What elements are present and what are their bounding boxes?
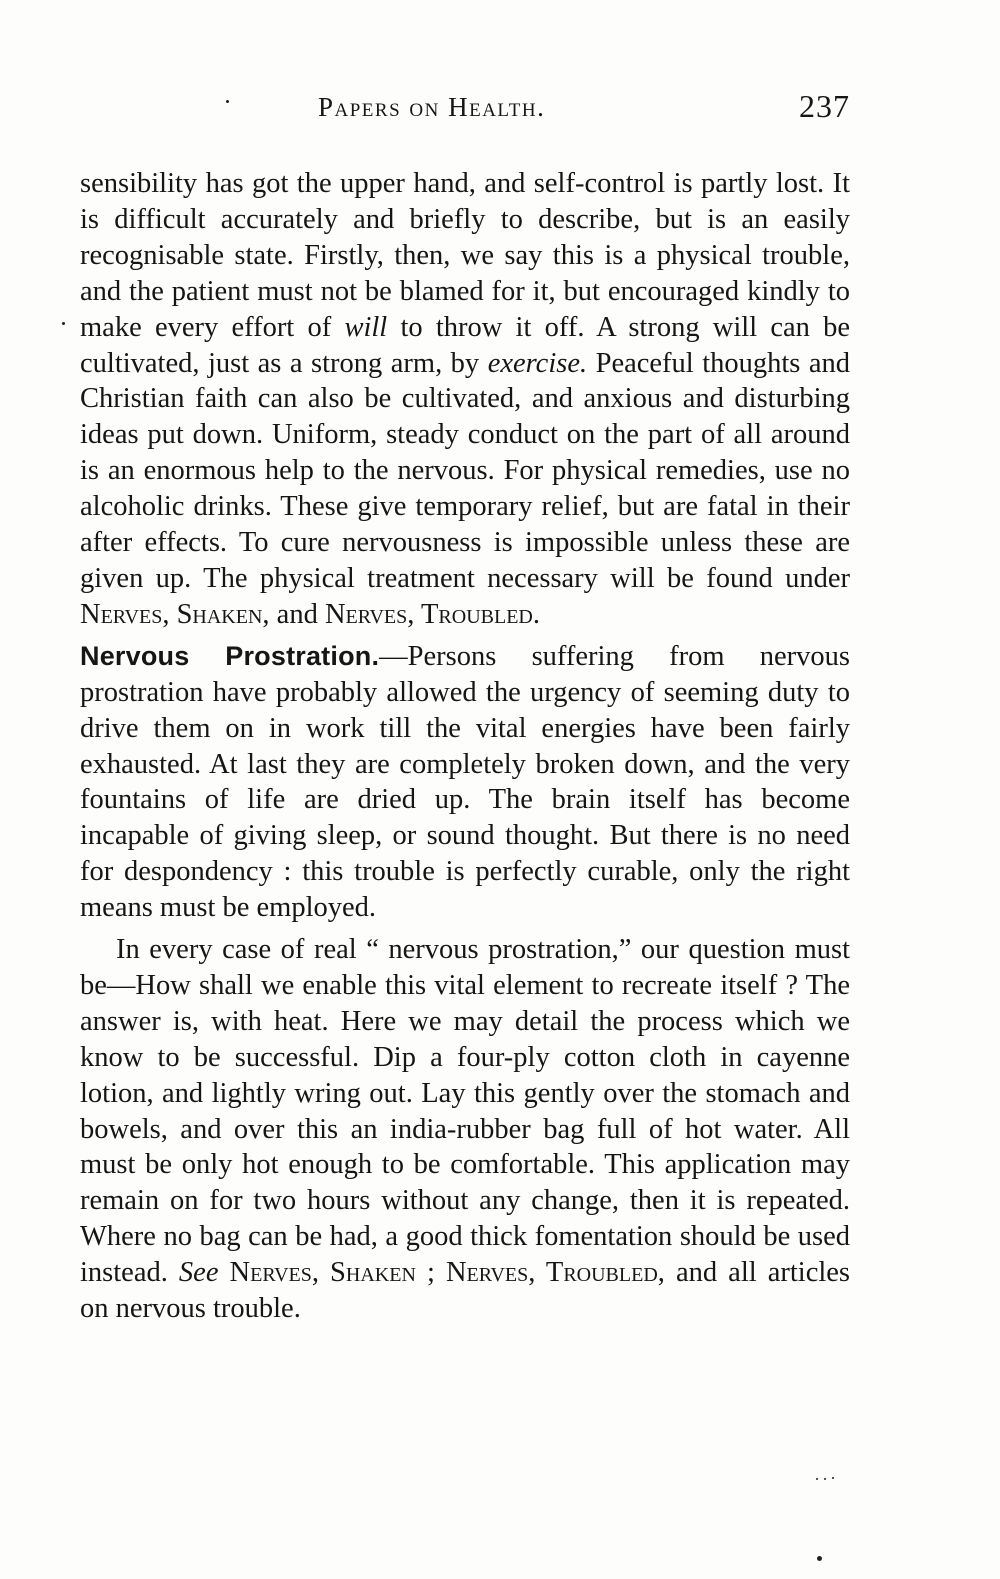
text-run: Peaceful thoughts and Christian faith can also be cultivated, and anxious and disturbing ideas put down. Uniform, steady conduct on the part of all around is an enormous help to the nervous. For physical remedies, use no alcoholic drinks. These give temporary relief, but are fatal in their after effects. To cure nervousness is impossible unless these are given up. The physical treatment necessary will be found under <box>80 347 851 594</box>
italic-word: See <box>178 1257 219 1289</box>
cross-reference: Nerves, Troubled, <box>445 1257 665 1289</box>
body-text <box>80 166 850 1327</box>
text-run: to throw it off. A strong will can be cultivated, just as a strong arm, by <box>80 311 851 379</box>
print-speck <box>832 1477 834 1479</box>
cross-reference: Nerves, Shaken ; <box>229 1257 435 1289</box>
cross-reference: Nerves, Troubled. <box>324 598 540 630</box>
print-speck <box>62 322 65 325</box>
continuation-paragraph <box>80 166 850 633</box>
print-speck <box>816 1478 818 1480</box>
section-heading: Nervous Prostration. <box>80 640 380 671</box>
text-run: sensibility has got the upper hand, and self-control is partly lost. It is difficult accurately and briefly to describe, but is an easily recognisable state. Firstly, then, we say this is a physical trouble, and the patient must not be blamed for it, but encouraged kindly to make every effort of <box>80 168 850 343</box>
page-number: 237 <box>799 88 850 124</box>
text-run: —Persons suffering from nervous prostration have probably allowed the urgency of seeming duty to drive them on in work till the vital energies have been fairly exhausted. At last they are completely broken down, and the very fountains of life are dried up. The brain itself has become incapable of giving sleep, or sound thought. But there is no need for despondency : this trouble is perfectly curable, only the right means must be employed. <box>80 640 851 924</box>
italic-word: will <box>344 311 388 343</box>
text-run: and <box>276 598 318 630</box>
print-speck <box>824 1478 826 1480</box>
italic-word: exercise. <box>487 347 588 379</box>
running-title: Papers on Health. <box>318 92 546 122</box>
cross-reference: Nerves, Shaken, <box>80 598 270 630</box>
text-run: In every case of real “ nervous prostration,” our question must be—How shall we enable this vital element to recreate itself ? The answer is, with heat. Here we may detail the process which we know to be successful. Dip a four-ply cotton cloth in cayenne lotion, and lightly wring out. Lay this gently over the stomach and bowels, and over this an india-rubber bag full of hot water. All must be only hot enough to be comfortable. This application may remain on for two hours without any change, then it is repeated. Where no bag can be had, a good thick fomentation should be used instead. <box>80 934 850 1289</box>
section-paragraph <box>80 932 850 1327</box>
section-paragraph <box>80 639 850 926</box>
text-run: and all articles on nervous trouble. <box>80 1257 851 1325</box>
print-speck <box>226 100 229 103</box>
print-speck <box>817 1556 822 1561</box>
page-header <box>0 88 1000 132</box>
